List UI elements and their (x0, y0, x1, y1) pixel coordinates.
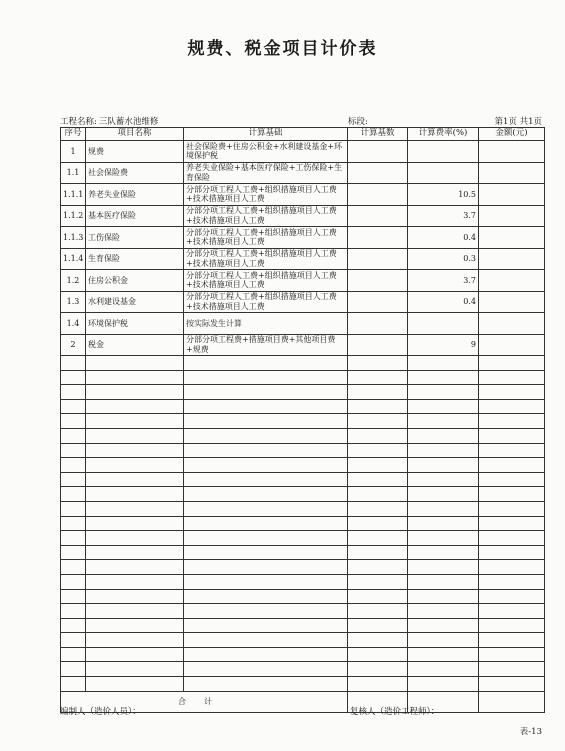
empty-cell (61, 414, 86, 429)
empty-cell (184, 662, 348, 677)
cell-amount (479, 184, 545, 206)
cell-basis: 分部分项工程人工费+组织措施项目人工费+技术措施项目人工费 (184, 184, 348, 206)
cell-base (348, 313, 408, 335)
empty-cell (479, 501, 545, 516)
header-base: 计算基数 (348, 128, 408, 141)
empty-cell (479, 560, 545, 575)
empty-row (61, 604, 545, 619)
empty-cell (86, 574, 184, 589)
empty-row (61, 501, 545, 516)
cell-base (348, 184, 408, 206)
empty-cell (86, 677, 184, 692)
empty-cell (61, 399, 86, 414)
empty-row (61, 443, 545, 458)
empty-cell (61, 443, 86, 458)
empty-cell (479, 618, 545, 633)
empty-cell (184, 385, 348, 400)
cell-amount (479, 248, 545, 270)
empty-cell (408, 662, 479, 677)
empty-cell (348, 487, 408, 502)
empty-cell (408, 501, 479, 516)
cell-amount (479, 205, 545, 227)
cell-seq: 1.1 (61, 162, 86, 184)
empty-cell (479, 545, 545, 560)
empty-cell (408, 472, 479, 487)
empty-cell (184, 545, 348, 560)
table-row (61, 184, 545, 206)
cell-seq: 1.4 (61, 313, 86, 335)
empty-cell (348, 618, 408, 633)
empty-cell (61, 589, 86, 604)
table-header-row (61, 128, 545, 141)
empty-cell (479, 589, 545, 604)
empty-cell (408, 545, 479, 560)
empty-cell (86, 501, 184, 516)
empty-cell (408, 356, 479, 371)
empty-cell (479, 356, 545, 371)
empty-cell (479, 604, 545, 619)
empty-cell (61, 662, 86, 677)
cell-basis: 按实际发生计算 (184, 313, 348, 335)
empty-cell (86, 662, 184, 677)
cell-basis: 养老失业保险+基本医疗保险+工伤保险+生育保险 (184, 162, 348, 184)
empty-cell (348, 501, 408, 516)
empty-cell (408, 647, 479, 662)
empty-row (61, 662, 545, 677)
table-row (61, 291, 545, 313)
empty-cell (61, 574, 86, 589)
cell-rate (408, 141, 479, 163)
cell-seq: 1.1.2 (61, 205, 86, 227)
empty-cell (408, 414, 479, 429)
fee-tax-table (60, 127, 545, 713)
empty-cell (61, 633, 86, 648)
empty-cell (184, 458, 348, 473)
cell-seq: 1.1.3 (61, 227, 86, 249)
empty-cell (184, 501, 348, 516)
empty-cell (479, 677, 545, 692)
total-amount (479, 691, 545, 713)
empty-cell (348, 545, 408, 560)
empty-cell (61, 560, 86, 575)
cell-rate (408, 313, 479, 335)
header-rate: 计算费率(%) (408, 128, 479, 141)
cell-basis: 分部分项工程人工费+组织措施项目人工费+技术措施项目人工费 (184, 270, 348, 292)
empty-cell (479, 370, 545, 385)
empty-cell (61, 458, 86, 473)
cell-name: 规费 (86, 141, 184, 163)
empty-cell (86, 633, 184, 648)
empty-cell (479, 399, 545, 414)
empty-cell (184, 370, 348, 385)
project-name: 三队蓄水池维修 (98, 117, 159, 127)
cell-amount (479, 270, 545, 292)
empty-cell (408, 531, 479, 546)
empty-cell (348, 677, 408, 692)
empty-cell (479, 516, 545, 531)
cell-basis: 分部分项工程费+措施项目费+其他项目费+规费 (184, 334, 348, 356)
empty-cell (184, 531, 348, 546)
cell-rate (408, 162, 479, 184)
empty-cell (184, 574, 348, 589)
empty-cell (184, 677, 348, 692)
empty-cell (479, 531, 545, 546)
cell-name: 社会保险费 (86, 162, 184, 184)
empty-cell (348, 472, 408, 487)
empty-cell (61, 516, 86, 531)
cell-base (348, 205, 408, 227)
empty-cell (408, 618, 479, 633)
empty-cell (86, 531, 184, 546)
empty-cell (348, 647, 408, 662)
empty-cell (184, 487, 348, 502)
empty-cell (348, 574, 408, 589)
page-title: 规费、税金项目计价表 (187, 39, 378, 59)
cell-name: 住房公积金 (86, 270, 184, 292)
empty-row (61, 458, 545, 473)
empty-cell (184, 399, 348, 414)
empty-cell (86, 385, 184, 400)
reviewer-signature: 复核人（造价工程师）： (350, 707, 440, 717)
total-label: 合计 (61, 691, 348, 713)
empty-cell (86, 618, 184, 633)
empty-cell (348, 428, 408, 443)
empty-row (61, 560, 545, 575)
empty-cell (184, 516, 348, 531)
empty-cell (61, 428, 86, 443)
empty-row (61, 356, 545, 371)
cell-rate: 10.5 (408, 184, 479, 206)
preparer-signature: 编制人（造价人员）： (60, 707, 141, 717)
empty-cell (348, 458, 408, 473)
empty-cell (479, 487, 545, 502)
section-label: 标段: (348, 117, 368, 127)
empty-cell (184, 647, 348, 662)
cell-basis: 分部分项工程人工费+组织措施项目人工费+技术措施项目人工费 (184, 205, 348, 227)
project-label: 工程名称: (60, 117, 97, 127)
empty-cell (184, 443, 348, 458)
empty-cell (408, 443, 479, 458)
empty-cell (348, 356, 408, 371)
empty-cell (408, 370, 479, 385)
empty-row (61, 589, 545, 604)
empty-cell (61, 647, 86, 662)
empty-cell (479, 647, 545, 662)
empty-cell (408, 516, 479, 531)
empty-cell (348, 633, 408, 648)
header-name: 项目名称 (86, 128, 184, 141)
cell-amount (479, 162, 545, 184)
empty-cell (61, 545, 86, 560)
empty-cell (86, 356, 184, 371)
empty-row (61, 385, 545, 400)
cell-amount (479, 313, 545, 335)
empty-cell (86, 589, 184, 604)
empty-row (61, 370, 545, 385)
empty-cell (184, 472, 348, 487)
project-name-line (60, 115, 158, 127)
empty-row (61, 574, 545, 589)
cell-amount (479, 141, 545, 163)
empty-cell (408, 604, 479, 619)
table-row (61, 162, 545, 184)
empty-row (61, 618, 545, 633)
empty-cell (61, 604, 86, 619)
empty-cell (408, 677, 479, 692)
header-basis: 计算基础 (184, 128, 348, 141)
empty-cell (348, 604, 408, 619)
cell-rate: 3.7 (408, 205, 479, 227)
cell-seq: 1.1.1 (61, 184, 86, 206)
empty-cell (184, 589, 348, 604)
empty-cell (61, 385, 86, 400)
table-row (61, 227, 545, 249)
table-row (61, 205, 545, 227)
cell-seq: 1 (61, 141, 86, 163)
empty-cell (348, 399, 408, 414)
table-body (61, 141, 545, 713)
empty-cell (61, 677, 86, 692)
empty-row (61, 414, 545, 429)
empty-cell (408, 589, 479, 604)
table-row (61, 313, 545, 335)
cell-basis: 分部分项工程人工费+组织措施项目人工费+技术措施项目人工费 (184, 248, 348, 270)
header-amount: 金额(元) (479, 128, 545, 141)
cell-base (348, 291, 408, 313)
cell-name: 生育保险 (86, 248, 184, 270)
cell-basis: 分部分项工程人工费+组织措施项目人工费+技术措施项目人工费 (184, 227, 348, 249)
empty-cell (61, 472, 86, 487)
page-info: 第1页 共1页 (494, 117, 542, 127)
cell-amount (479, 227, 545, 249)
empty-cell (86, 443, 184, 458)
empty-cell (348, 370, 408, 385)
cell-rate: 0.4 (408, 291, 479, 313)
cell-name: 工伤保险 (86, 227, 184, 249)
empty-row (61, 647, 545, 662)
empty-cell (61, 531, 86, 546)
empty-cell (348, 414, 408, 429)
table-row (61, 141, 545, 163)
cell-name: 税金 (86, 334, 184, 356)
empty-cell (86, 487, 184, 502)
empty-cell (408, 560, 479, 575)
empty-cell (348, 516, 408, 531)
empty-row (61, 531, 545, 546)
cell-base (348, 227, 408, 249)
empty-row (61, 633, 545, 648)
empty-cell (184, 604, 348, 619)
empty-cell (86, 414, 184, 429)
empty-cell (61, 370, 86, 385)
empty-cell (86, 370, 184, 385)
table-row (61, 270, 545, 292)
cell-name: 基本医疗保险 (86, 205, 184, 227)
empty-cell (479, 633, 545, 648)
empty-cell (479, 443, 545, 458)
cell-rate: 3.7 (408, 270, 479, 292)
cell-seq: 1.3 (61, 291, 86, 313)
cell-seq: 1.1.4 (61, 248, 86, 270)
empty-cell (348, 385, 408, 400)
empty-cell (479, 385, 545, 400)
empty-cell (184, 356, 348, 371)
empty-cell (408, 428, 479, 443)
empty-cell (479, 662, 545, 677)
empty-cell (61, 618, 86, 633)
cell-basis: 社会保险费+住房公积金+水利建设基金+环境保护税 (184, 141, 348, 163)
empty-cell (408, 574, 479, 589)
empty-cell (184, 414, 348, 429)
empty-cell (86, 604, 184, 619)
cell-name: 环境保护税 (86, 313, 184, 335)
empty-cell (408, 385, 479, 400)
empty-cell (184, 618, 348, 633)
empty-cell (408, 458, 479, 473)
section-line (348, 115, 368, 127)
cell-base (348, 162, 408, 184)
table-row (61, 248, 545, 270)
cell-rate: 9 (408, 334, 479, 356)
empty-cell (408, 487, 479, 502)
empty-cell (86, 516, 184, 531)
cell-base (348, 141, 408, 163)
empty-row (61, 677, 545, 692)
cell-basis: 分部分项工程人工费+组织措施项目人工费+技术措施项目人工费 (184, 291, 348, 313)
empty-cell (184, 428, 348, 443)
empty-cell (86, 428, 184, 443)
empty-cell (86, 647, 184, 662)
empty-row (61, 487, 545, 502)
empty-row (61, 545, 545, 560)
empty-cell (348, 531, 408, 546)
cell-base (348, 270, 408, 292)
cell-name: 水利建设基金 (86, 291, 184, 313)
empty-cell (479, 414, 545, 429)
cell-base (348, 334, 408, 356)
empty-row (61, 516, 545, 531)
cell-amount (479, 334, 545, 356)
cell-amount (479, 291, 545, 313)
empty-cell (86, 472, 184, 487)
cell-rate: 0.4 (408, 227, 479, 249)
empty-cell (86, 399, 184, 414)
table-number: 表-13 (519, 727, 542, 737)
cell-rate: 0.3 (408, 248, 479, 270)
empty-row (61, 472, 545, 487)
cell-seq: 1.2 (61, 270, 86, 292)
empty-row (61, 399, 545, 414)
empty-cell (86, 458, 184, 473)
cell-seq: 2 (61, 334, 86, 356)
empty-cell (348, 560, 408, 575)
empty-cell (61, 356, 86, 371)
empty-cell (348, 589, 408, 604)
empty-cell (184, 633, 348, 648)
cell-base (348, 248, 408, 270)
empty-cell (61, 487, 86, 502)
empty-cell (408, 633, 479, 648)
empty-cell (408, 399, 479, 414)
table-row (61, 334, 545, 356)
cell-name: 养老失业保险 (86, 184, 184, 206)
header-seq: 序号 (61, 128, 86, 141)
empty-row (61, 428, 545, 443)
empty-cell (61, 501, 86, 516)
empty-cell (348, 443, 408, 458)
empty-cell (479, 428, 545, 443)
empty-cell (86, 545, 184, 560)
empty-cell (184, 560, 348, 575)
empty-cell (348, 662, 408, 677)
empty-cell (479, 574, 545, 589)
empty-cell (479, 472, 545, 487)
empty-cell (479, 458, 545, 473)
empty-cell (86, 560, 184, 575)
